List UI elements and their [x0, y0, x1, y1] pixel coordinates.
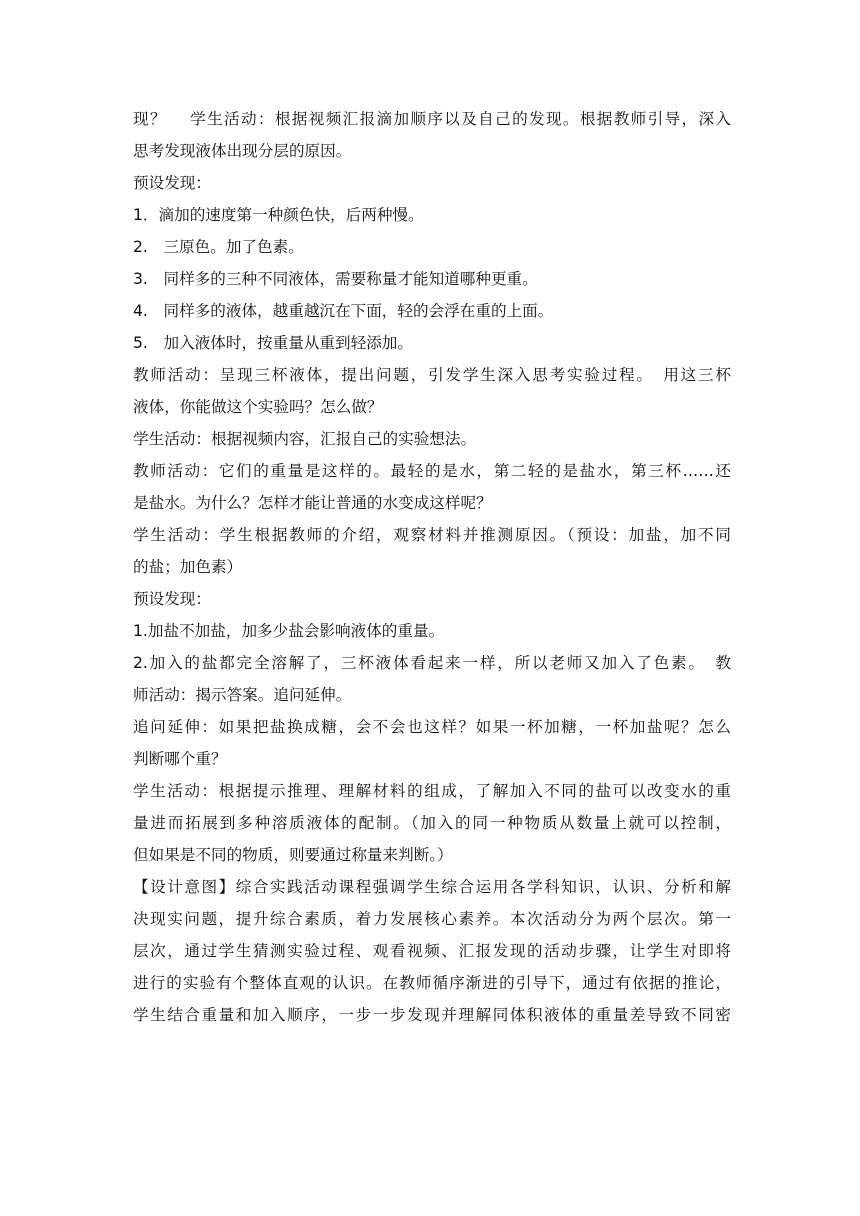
text-line: 教师活动：它们的重量是这样的。最轻的是水，第二轻的是盐水，第三杯……还: [133, 462, 731, 480]
text-line: 进行的实验有个整体直观的认识。在教师循序渐进的引导下，通过有依据的推论，: [133, 974, 731, 992]
text-line: 3. 同样多的三种不同液体，需要称量才能知道哪种更重。: [133, 270, 538, 288]
text-line: 2. 三原色。加了色素。: [133, 238, 304, 256]
text-line: 学生活动：根据提示推理、理解材料的组成，了解加入不同的盐可以改变水的重: [133, 782, 731, 800]
text-line: 学生活动：根据视频内容，汇报自己的实验想法。: [133, 430, 477, 448]
text-line: 是盐水。为什么？怎样才能让普通的水变成这样呢？: [133, 494, 492, 512]
text-line: 1.加盐不加盐，加多少盐会影响液体的重量。: [133, 622, 445, 640]
text-line: 预设发现：: [133, 590, 211, 608]
text-line: 的盐；加色素）: [133, 558, 243, 576]
text-line: 1．滴加的速度第一种颜色快，后两种慢。: [133, 206, 424, 224]
text-line: 判断哪个重？: [133, 750, 227, 768]
text-line: 追问延伸：如果把盐换成糖，会不会也这样？如果一杯加糖，一杯加盐呢？怎么: [133, 718, 731, 736]
text-line: 师活动：揭示答案。追问延伸。: [133, 686, 352, 704]
text-line: 【设计意图】综合实践活动课程强调学生综合运用各学科知识，认识、分析和解: [133, 878, 731, 896]
text-line: 但如果是不同的物质，则要通过称量来判断。）: [133, 846, 453, 864]
text-line: 学生活动：学生根据教师的介绍，观察材料并推测原因。（预设：加盐，加不同: [133, 526, 731, 544]
text-line: 教师活动：呈现三杯液体，提出问题，引发学生深入思考实验过程。 用这三杯: [133, 366, 731, 384]
text-line: 层次，通过学生猜测实验过程、观看视频、汇报发现的活动步骤，让学生对即将: [133, 942, 731, 960]
text-line: 量进而拓展到多种溶质液体的配制。（加入的同一种物质从数量上就可以控制，: [133, 814, 731, 832]
text-line: 思考发现液体出现分层的原因。: [133, 142, 352, 160]
text-line: 5. 加入液体时，按重量从重到轻添加。: [133, 334, 413, 352]
text-line: 现？ 学生活动：根据视频汇报滴加顺序以及自己的发现。根据教师引导，深入: [133, 110, 731, 128]
text-line: 预设发现：: [133, 174, 211, 192]
text-line: 学生结合重量和加入顺序，一步一步发现并理解同体积液体的重量差导致不同密: [133, 1006, 731, 1024]
text-line: 液体，你能做这个实验吗？怎么做？: [133, 398, 383, 416]
text-line: 决现实问题，提升综合素质，着力发展核心素养。本次活动分为两个层次。第一: [133, 910, 731, 928]
document-page: [133, 103, 731, 1031]
text-line: 4. 同样多的液体，越重越沉在下面，轻的会浮在重的上面。: [133, 302, 554, 320]
text-line: 2.加入的盐都完全溶解了，三杯液体看起来一样，所以老师又加入了色素。 教: [133, 654, 731, 672]
